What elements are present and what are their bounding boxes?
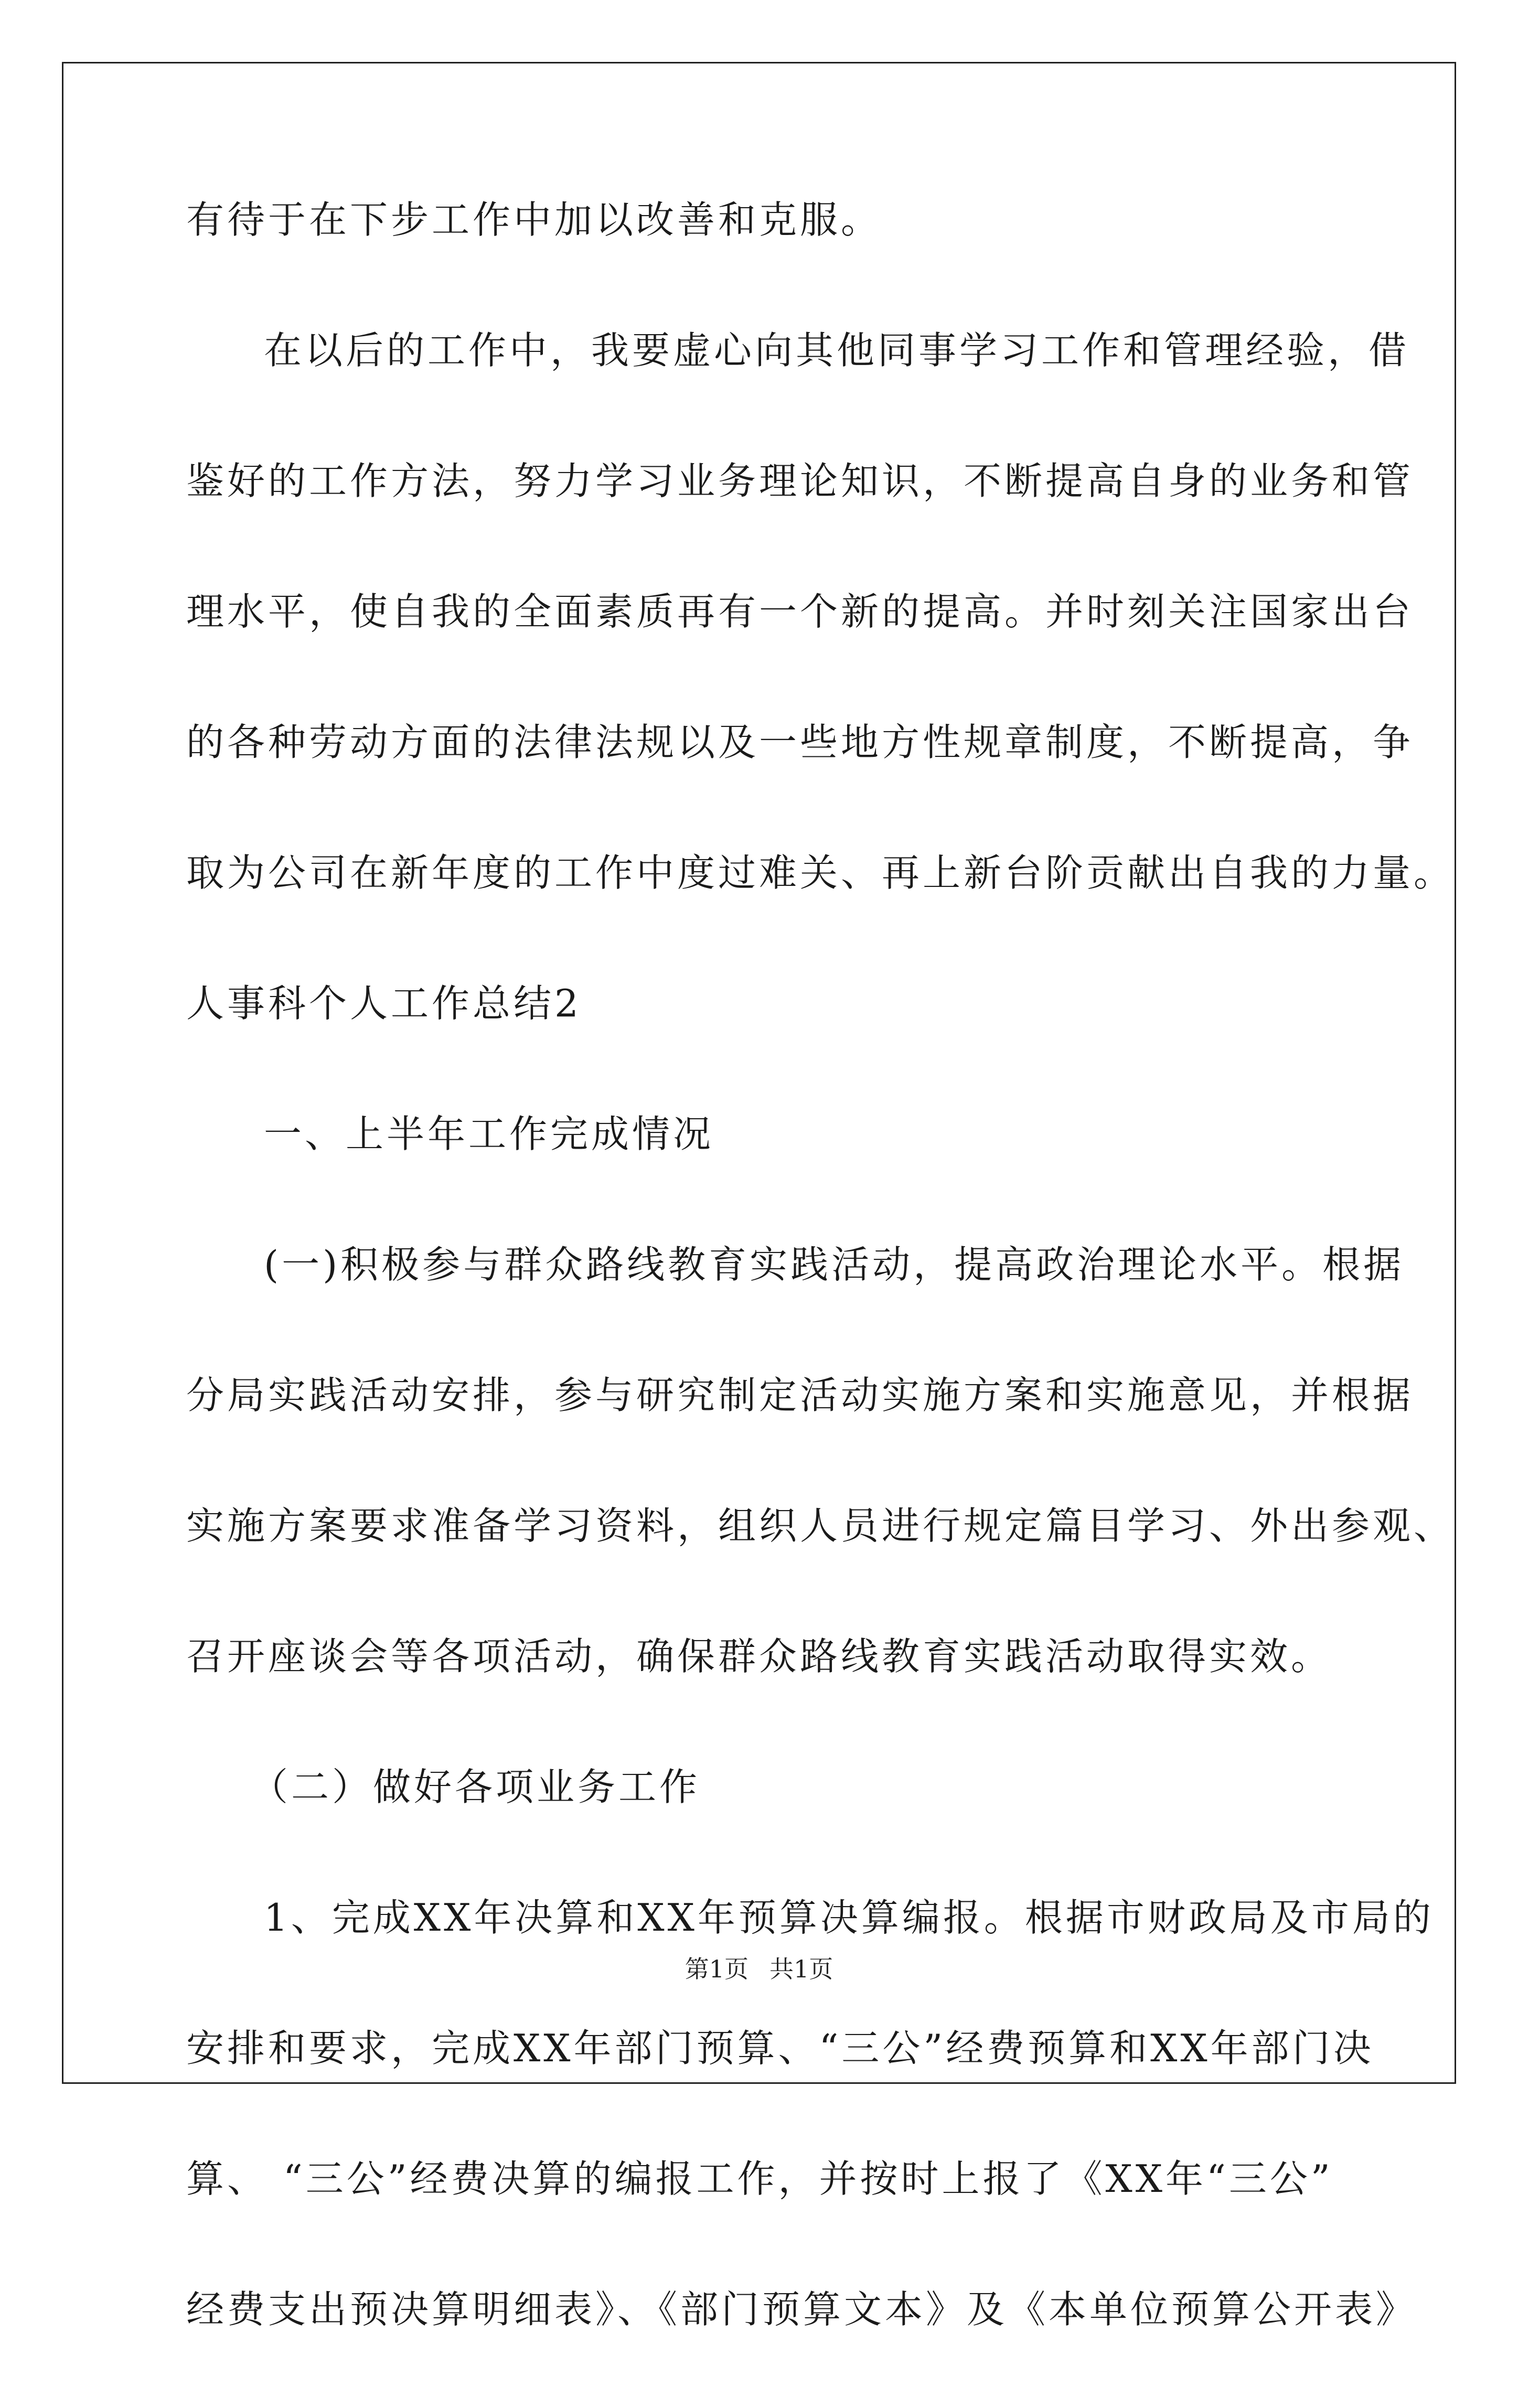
page-number-total: 共1页 bbox=[769, 1955, 833, 1983]
text-line-9: (一)积极参与群众路线教育实践活动，提高政治理论水平。根据 bbox=[264, 1243, 1405, 1287]
page-footer bbox=[0, 1953, 1518, 1985]
text-line-2: 在以后的工作中，我要虚心向其他同事学习工作和管理经验，借 bbox=[264, 328, 1410, 372]
text-line-17: 经费支出预决算明细表》、《部门预算文本》及《本单位预算公开表》 bbox=[186, 2287, 1417, 2331]
subheading-2: （二）做好各项业务工作 bbox=[250, 1765, 701, 1809]
text-line-5: 的各种劳动方面的法律法规以及一些地方性规章制度，不断提高，争 bbox=[186, 720, 1414, 764]
text-line-11: 实施方案要求准备学习资料，组织人员进行规定篇目学习、外出参观、 bbox=[186, 1504, 1455, 1548]
text-line-3: 鉴好的工作方法，努力学习业务理论知识，不断提高自身的业务和管 bbox=[186, 459, 1414, 503]
text-line-6: 取为公司在新年度的工作中度过难关、再上新台阶贡献出自我的力量。 bbox=[186, 851, 1455, 895]
text-line-14: 1、完成XX年决算和XX年预算决算编报。根据市财政局及市局的 bbox=[264, 1896, 1434, 1940]
text-line-16: 算、 “三公”经费决算的编报工作，并按时上报了《XX年“三公” bbox=[186, 2157, 1333, 2201]
text-line-12: 召开座谈会等各项活动，确保群众路线教育实践活动取得实效。 bbox=[186, 1634, 1332, 1678]
text-line-4: 理水平，使自我的全面素质再有一个新的提高。并时刻关注国家出台 bbox=[186, 590, 1414, 634]
page-number-current: 第1页 bbox=[685, 1955, 749, 1983]
text-line-15: 安排和要求，完成XX年部门预算、“三公”经费预算和XX年部门决 bbox=[186, 2026, 1374, 2070]
text-line-10: 分局实践活动安排，参与研究制定活动实施方案和实施意见，并根据 bbox=[186, 1373, 1414, 1417]
text-line-1: 有待于在下步工作中加以改善和克服。 bbox=[186, 198, 882, 242]
section-heading: 人事科个人工作总结2 bbox=[186, 981, 582, 1025]
subheading-1: 一、上半年工作完成情况 bbox=[264, 1112, 714, 1156]
document-body bbox=[186, 188, 1455, 2408]
